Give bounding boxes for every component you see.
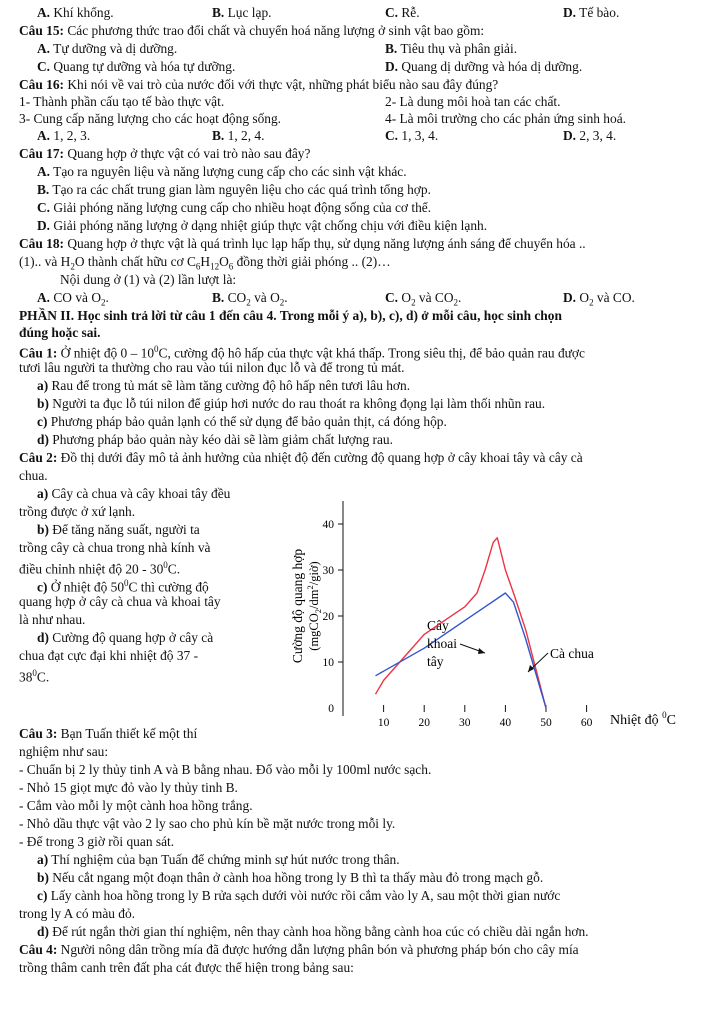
y-tick-label: 30 [322,565,334,577]
series-label-khoai-tay [427,618,485,669]
q17-option-d: D. Giải phóng năng lượng ở dạng nhiệt giúp thực vật chống chịu với điều kiện lạnh. [37,218,488,233]
q16-stem: Câu 16: Khi nói về vai trò của nước đối với thực vật, những phát biểu nào sau đây đúng? [19,77,499,92]
chart-axes [339,501,607,716]
x-axis-title: Nhiệt độ $^0$C [610,710,676,728]
chart-ticks [323,519,593,729]
p2q2-item-b-line3: điều chỉnh nhiệt độ $20 - 30^0C$. [19,560,181,577]
p2q3-step-4: - Nhỏ dầu thực vật vào 2 ly sao cho phủ kín bề mặt nước trong mỗi ly. [19,816,396,831]
q18-stem-line1: Câu 18: Quang hợp ở thực vật là quá trình lục lạp hấp thụ, sử dụng năng lượng ánh sáng để chuyển hóa .. [19,236,586,251]
khoai-tay-label-line3: tây [427,654,444,669]
q14-option-b: B. Lục lạp. [212,5,272,20]
p2q2-item-a-line1: a) Cây cà chua và cây khoai tây đều [37,486,231,501]
p2q2-item-d-line3: $38^0C$. [19,668,50,685]
q18-option-b: B. $CO_2$ và $O_2$. [212,290,288,308]
p2q4-stem-line2: trồng thâm canh trên đất pha cát được thể hiện trong bảng sau: [19,960,354,975]
q16-option-a: A. 1, 2, 3. [37,128,91,143]
p2q1-item-a: a) Rau để trong tủ mát sẽ làm tăng cường độ hô hấp nên tươi lâu hơn. [37,378,411,393]
p2q1-item-c: c) Phương pháp bảo quản lạnh có thể sử dụng để bảo quản thịt, cá đóng hộp. [37,414,447,429]
part2-heading-line2: đúng hoặc sai. [19,325,101,340]
p2q3-step-5: - Để trong 3 giờ rồi quan sát. [19,834,175,849]
p2q3-stem-line1: Câu 3: Bạn Tuấn thiết kế một thí [19,726,198,741]
p2q1-item-b: b) Người ta đục lỗ túi nilon để giúp hơi nước do rau thoát ra không đọng lại làm thối nhũn rau. [37,396,546,411]
q17-option-c: C. Giải phóng năng lượng cung cấp cho nhiều hoạt động sống của cơ thể. [37,200,432,215]
q15-option-c: C. Quang tự dưỡng và hóa tự dưỡng. [37,59,236,74]
p2q3-step-2: - Nhỏ 15 giọt mực đỏ vào ly thủy tinh B. [19,780,238,795]
q15-option-a: A. Tự dưỡng và dị dưỡng. [37,41,178,56]
p2q3-item-b: b) Nếu cắt ngang một đoạn thân ở cành hoa hồng trong ly B thì ta thấy màu đỏ trong mạch gỗ. [37,870,544,885]
q17-stem: Câu 17: Quang hợp ở thực vật có vai trò nào sau đây? [19,146,311,161]
p2q2-item-d-line2: chua đạt cực đại khi nhiệt độ 37 - [19,648,199,663]
q16-statement-3: 3- Cung cấp năng lượng cho các hoạt động sống. [19,111,282,126]
part2-heading-line1: PHẦN II. Học sinh trả lời từ câu 1 đến câu 4. Trong mỗi ý a), b), c), d) ở mỗi câu, học sinh chọn [19,308,562,323]
p2q2-item-b-line2: trồng cây cà chua trong nhà kính và [19,540,211,555]
q14-option-d: D. Tế bào. [563,5,620,20]
series-label-ca-chua [528,646,594,672]
p2q3-step-3: - Cắm vào mỗi ly một cành hoa hồng trắng. [19,798,253,813]
q17-option-b: B. Tạo ra các chất trung gian làm nguyên liệu cho các quá trình tổng hợp. [37,182,431,197]
photosynthesis-temperature-chart [280,486,705,729]
p2q3-item-c-line2: trong ly A có màu đỏ. [19,906,136,921]
p2q3-item-c: c) Lấy cành hoa hồng trong ly B rửa sạch dưới vòi nước rồi cắm vào ly A, sau một thời gian nước [37,888,561,903]
y-axis-title [290,549,323,663]
q18-option-d: D. $O_2$ và CO. [563,290,635,308]
p2q2-item-c-line1: c) Ở nhiệt độ $50^0C$ thì cường độ [37,578,209,595]
khoai-tay-label-line2: khoai [427,636,457,651]
q14-option-a: A. Khí khổng. [37,5,114,20]
khoai-tay-label-line1: Cây [427,618,449,633]
chart-series [376,538,547,708]
x-tick-label: 40 [499,717,512,729]
khoai-tay-pointer-arrowhead [478,648,485,654]
p2q2-stem-line2: chua. [19,468,48,483]
q18-stem-line2: (1).. và $H_2O$ thành chất hữu cơ $C_6H_{12}O_6$ đồng thời giải phóng .. (2)… [19,254,391,272]
q16-statement-4: 4- Là môi trường cho các phản ứng sinh hoá. [385,111,626,126]
p2q2-item-c-line2: quang hợp ở cây cà chua và khoai tây [19,594,221,609]
q16-option-b: B. 1, 2, 4. [212,128,265,143]
p2q2-stem-line1: Câu 2: Đồ thị dưới đây mô tả ảnh hưởng của nhiệt độ đến cường độ quang hợp ở cây khoai tây và cây cà [19,450,583,465]
p2q4-stem-line1: Câu 4: Người nông dân trồng mía đã được hướng dẫn lượng phân bón và phương pháp bón cho cây mía [19,942,579,957]
y-tick-label: 20 [322,611,334,623]
p2q3-item-d: d) Để rút ngắn thời gian thí nghiệm, nên thay cành hoa hồng bằng cành hoa cúc có chiều dài ngắn hơn. [37,924,589,939]
q16-option-c: C. 1, 3, 4. [385,128,439,143]
q16-statement-1: 1- Thành phần cấu tạo tế bào thực vật. [19,94,225,109]
p2q1-stem-line1: Câu 1: Ở nhiệt độ $0 - 10^0C$, cường độ hô hấp của thực vật khá thấp. Trong siêu thị, để bảo quản rau được [19,344,585,361]
x-tick-label: 50 [540,717,552,729]
ca-chua-label: Cà chua [550,646,594,661]
p2q3-step-1: - Chuẩn bị 2 ly thủy tinh A và B bằng nhau. Đổ vào mỗi ly 100ml nước sạch. [19,762,432,777]
p2q1-stem-line2: tươi lâu người ta thường cho rau vào túi nilon đục lỗ và để trong tủ mát. [19,360,405,375]
y-axis-title-line2: $(mgCO_2/dm^2/giờ)$ [305,561,323,651]
y-tick-label: 0 [328,703,334,715]
p2q2-item-d-line1: d) Cường độ quang hợp ở cây cà [37,630,214,645]
x-tick-label: 30 [459,717,471,729]
y-axis-title-line1: Cường độ quang hợp [290,548,305,664]
p2q3-item-a: a) Thí nghiệm của bạn Tuấn để chứng minh sự hút nước trong thân. [37,852,400,867]
x-tick-label: 20 [418,717,430,729]
q14-option-c: C. Rễ. [385,5,420,20]
x-tick-label: 10 [377,717,390,729]
x-tick-label: 60 [580,717,593,729]
q16-statement-2: 2- Là dung môi hoà tan các chất. [385,94,561,109]
q16-option-d: D. 2, 3, 4. [563,128,617,143]
q17-option-a: A. Tạo ra nguyên liệu và năng lượng cung cấp cho các sinh vật khác. [37,164,407,179]
p2q1-item-d: d) Phương pháp bảo quản này kéo dài sẽ làm giảm chất lượng rau. [37,432,393,447]
q18-stem-line3: Nội dung ở (1) và (2) lần lượt là: [60,272,237,287]
q15-option-d: D. Quang dị dưỡng và hóa dị dưỡng. [385,59,583,74]
p2q2-item-b-line1: b) Để tăng năng suất, người ta [37,522,200,537]
q18-option-a: A. CO và $O_2$. [37,290,109,308]
y-tick-label: 40 [322,519,334,531]
y-tick-label: 10 [322,657,334,669]
q15-option-b: B. Tiêu thụ và phân giải. [385,41,518,56]
q15-stem: Câu 15: Các phương thức trao đổi chất và chuyển hoá năng lượng ở sinh vật bao gồm: [19,23,485,38]
p2q2-item-c-line3: là như nhau. [19,612,86,627]
q18-option-c: C. $O_2$ và $CO_2$. [385,290,462,308]
p2q3-stem-line2: nghiệm như sau: [19,744,109,759]
p2q2-item-a-line2: trồng được ở xứ lạnh. [19,504,136,519]
